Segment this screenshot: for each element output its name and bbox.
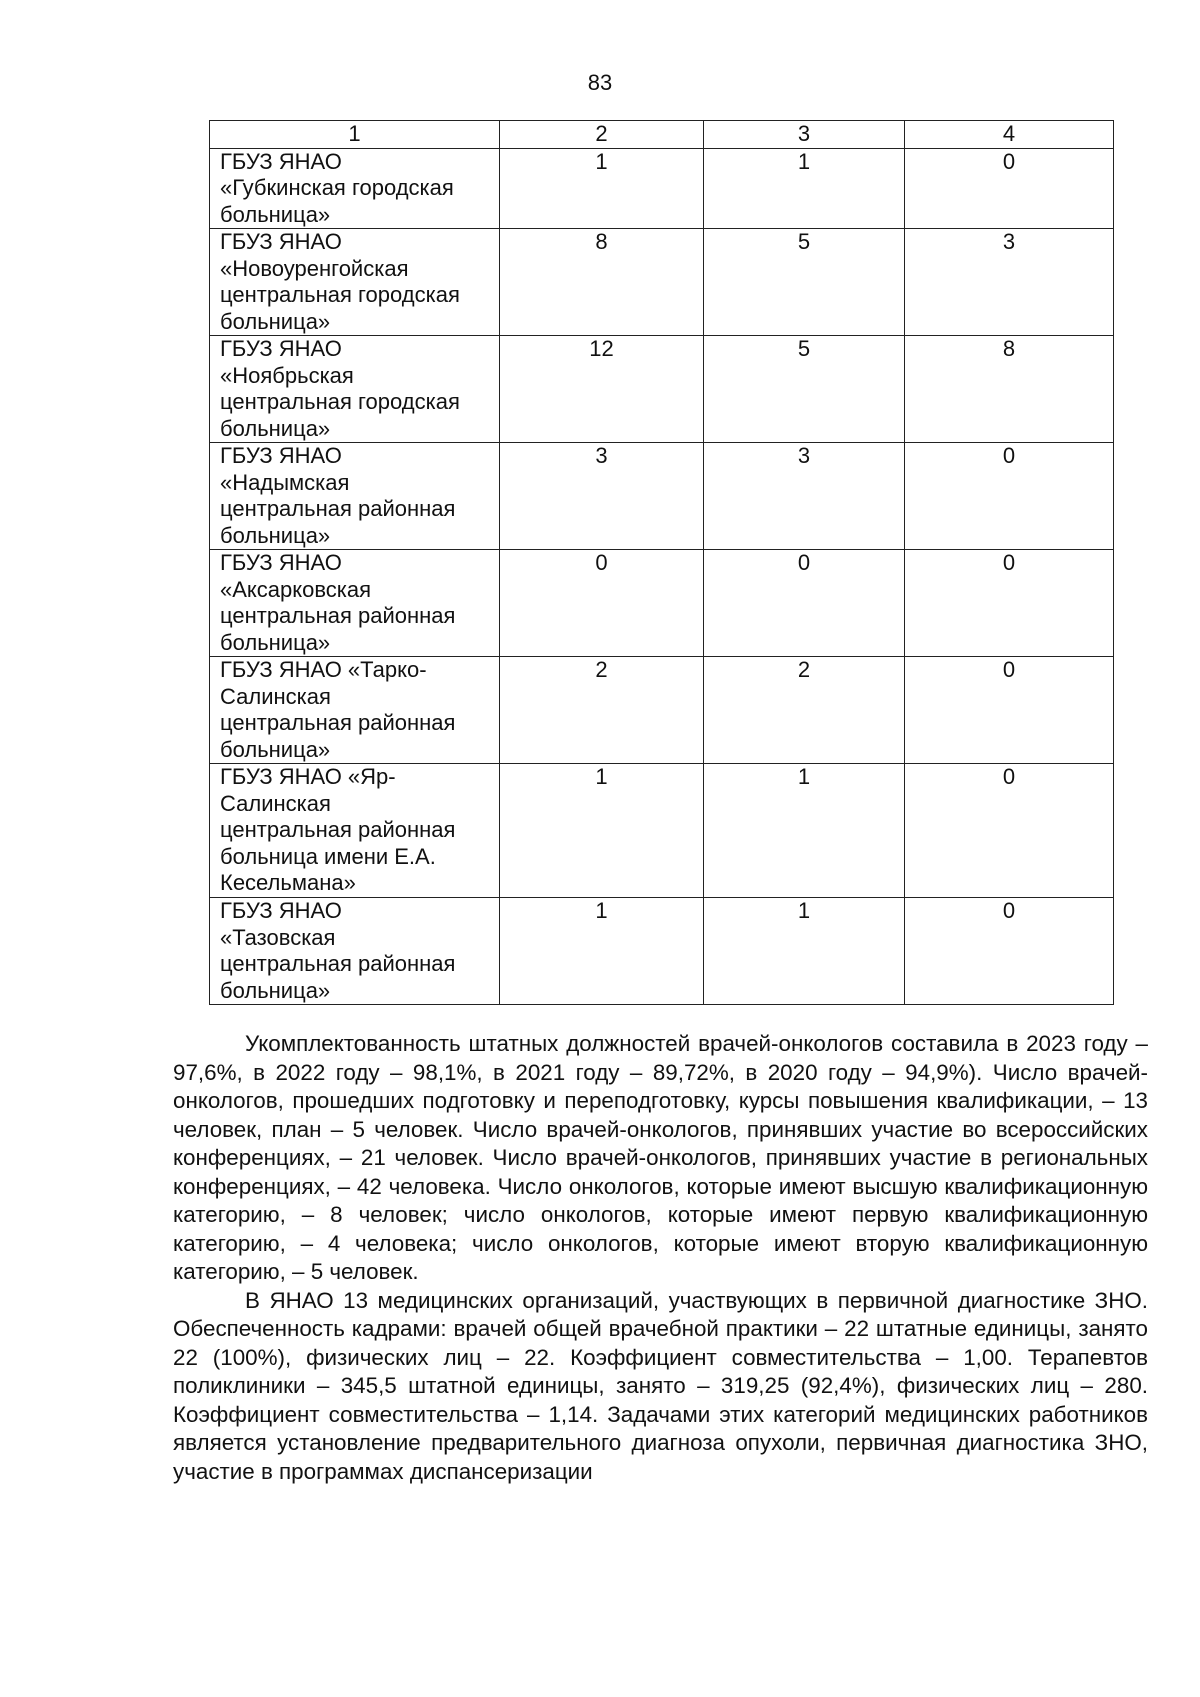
column-header: 2 xyxy=(500,121,704,149)
staffing-table xyxy=(209,120,1114,1005)
value-cell: 0 xyxy=(704,550,905,657)
value-cell: 2 xyxy=(500,657,704,764)
table-row xyxy=(210,657,1114,764)
organization-name: ГБУЗ ЯНАО «Надымская центральная районная больница» xyxy=(210,443,500,550)
value-cell: 0 xyxy=(905,148,1114,229)
organization-name: ГБУЗ ЯНАО «Губкинская городская больница» xyxy=(210,148,500,229)
organization-name: ГБУЗ ЯНАО «Новоуренгойская центральная городская больница» xyxy=(210,229,500,336)
value-cell: 0 xyxy=(905,443,1114,550)
value-cell: 3 xyxy=(704,443,905,550)
value-cell: 0 xyxy=(905,550,1114,657)
value-cell: 1 xyxy=(500,148,704,229)
table-row xyxy=(210,148,1114,229)
value-cell: 0 xyxy=(905,657,1114,764)
table-header-row xyxy=(210,121,1114,149)
body-text xyxy=(173,1030,1148,1486)
value-cell: 1 xyxy=(704,148,905,229)
value-cell: 1 xyxy=(704,898,905,1005)
organization-name: ГБУЗ ЯНАО «Яр- Салинская центральная районная больница имени Е.А. Кесельмана» xyxy=(210,764,500,898)
value-cell: 1 xyxy=(500,764,704,898)
column-header: 1 xyxy=(210,121,500,149)
page-number: 83 xyxy=(587,70,613,95)
value-cell: 1 xyxy=(500,898,704,1005)
column-header: 4 xyxy=(905,121,1114,149)
column-header: 3 xyxy=(704,121,905,149)
organization-name: ГБУЗ ЯНАО «Тазовская центральная районная больница» xyxy=(210,898,500,1005)
value-cell: 8 xyxy=(905,336,1114,443)
table-row xyxy=(210,764,1114,898)
organization-name: ГБУЗ ЯНАО «Аксарковская центральная районная больница» xyxy=(210,550,500,657)
value-cell: 5 xyxy=(704,229,905,336)
value-cell: 2 xyxy=(704,657,905,764)
value-cell: 8 xyxy=(500,229,704,336)
value-cell: 1 xyxy=(704,764,905,898)
table-row xyxy=(210,550,1114,657)
paragraph: В ЯНАО 13 медицинских организаций, участвующих в первичной диагностике ЗНО. Обеспеченность кадрами: врачей общей врачебной практики – 22 штатные единицы, занято 22 (100%), физических лиц – 22. Коэффициент совместительства – 1,00. Терапевтов поликлиники – 345,5 штатной единицы, занято – 319,25 (92,4%), физических лиц – 280. Коэффициент совместительства – 1,14. Задачами этих категорий медицинских работников является установление предварительного диагноза опухоли, первичная диагностика ЗНО, участие в программах диспансеризации xyxy=(173,1287,1148,1484)
value-cell: 3 xyxy=(905,229,1114,336)
value-cell: 5 xyxy=(704,336,905,443)
table-row xyxy=(210,229,1114,336)
organization-name: ГБУЗ ЯНАО «Ноябрьская центральная городская больница» xyxy=(210,336,500,443)
table-row xyxy=(210,443,1114,550)
paragraph: Укомплектованность штатных должностей врачей-онкологов составила в 2023 году – 97,6%, в 2022 году – 98,1%, в 2021 году – 89,72%, в 2020 году – 94,9%). Число врачей-онкологов, прошедших подготовку и переподготовку, курсы повышения квалификации, – 13 человек, план – 5 человек. Число врачей-онкологов, принявших участие во всероссийских конференциях, – 21 человек. Число врачей-онкологов, принявших участие в региональных конференциях, – 42 человека. Число онкологов, которые имеют высшую квалификационную категорию, – 8 человек; число онкологов, которые имеют первую квалификационную категорию, – 4 человека; число онкологов, которые имеют вторую квалификационную категорию, – 5 человек. xyxy=(173,1031,1148,1284)
value-cell: 0 xyxy=(905,898,1114,1005)
value-cell: 0 xyxy=(500,550,704,657)
value-cell: 12 xyxy=(500,336,704,443)
value-cell: 0 xyxy=(905,764,1114,898)
table-row xyxy=(210,336,1114,443)
value-cell: 3 xyxy=(500,443,704,550)
organization-name: ГБУЗ ЯНАО «Тарко- Салинская центральная районная больница» xyxy=(210,657,500,764)
table-row xyxy=(210,898,1114,1005)
